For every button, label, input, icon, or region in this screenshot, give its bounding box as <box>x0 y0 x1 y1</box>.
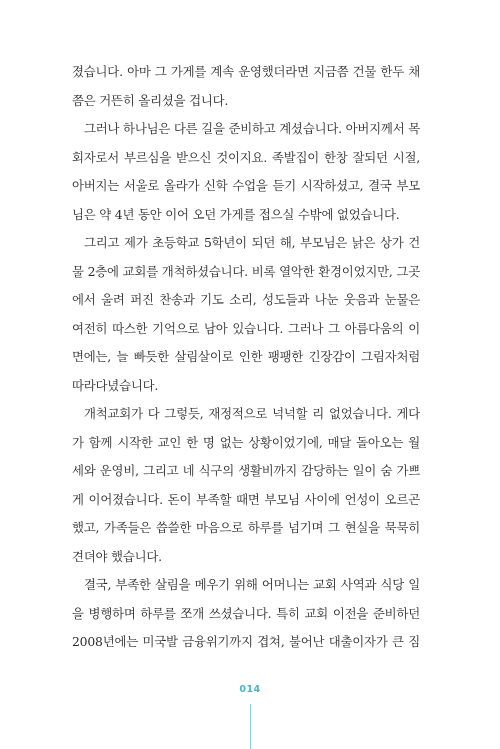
text-line: 따라다녔습니다. <box>72 377 159 393</box>
text-line: 그러나 하나님은 다른 길을 준비하고 계셨습니다. 아버지께서 목 <box>84 121 420 136</box>
page-divider-line <box>250 704 251 749</box>
text-line: 쯤은 거뜬히 올리셨을 겁니다. <box>72 92 229 108</box>
paragraph <box>72 115 420 229</box>
text-line: 했고, 가족들은 씁쓸한 마음으로 하루를 넘기며 그 현실을 묵묵히 <box>72 520 420 535</box>
text-line: 회자로서 부르심을 받으신 것이지요. 족발집이 한창 잘되던 시절, <box>72 149 420 165</box>
text-line: 개척교회가 다 그렇듯, 재정적으로 넉넉할 리 없었습니다. 게다 <box>84 406 420 421</box>
text-line: 결국, 부족한 살림을 메우기 위해 어머니는 교회 사역과 식당 일 <box>84 577 420 592</box>
text-line: 견뎌야 했습니다. <box>72 548 162 564</box>
text-line: 게 이어졌습니다. 돈이 부족할 때면 부모님 사이에 언성이 오르곤 <box>72 491 420 507</box>
text-line: 에서 울려 퍼진 찬송과 기도 소리, 성도들과 나눈 웃음과 눈물은 <box>72 292 420 307</box>
page-number: 014 <box>239 684 261 695</box>
text-line: 아버지는 서울로 올라가 신학 수업을 듣기 시작하셨고, 결국 부모 <box>72 178 420 193</box>
paragraph <box>72 400 420 571</box>
text-line: 면에는, 늘 빠듯한 살림살이로 인한 팽팽한 긴장감이 그림자처럼 <box>72 349 420 364</box>
text-line: 세와 운영비, 그리고 네 식구의 생활비까지 감당하는 일이 숨 가쁘 <box>72 463 420 478</box>
paragraph <box>72 229 420 400</box>
page-body <box>72 58 420 657</box>
text-line: 님은 약 4년 동안 이어 오던 가게를 접으실 수밖에 없었습니다. <box>72 206 400 222</box>
text-line: 2008년에는 미국발 금융위기까지 겹쳐, 불어난 대출이자가 큰 짐 <box>72 634 420 649</box>
text-line: 물 2층에 교회를 개척하셨습니다. 비록 열악한 환경이었지만, 그곳 <box>72 263 420 279</box>
text-line: 졌습니다. 아마 그 가게를 계속 운영했더라면 지금쯤 건물 한두 채 <box>72 64 420 79</box>
text-line: 그리고 제가 초등학교 5학년이 되던 해, 부모님은 낡은 상가 건 <box>84 235 420 250</box>
paragraph <box>72 571 420 657</box>
text-line: 을 병행하며 하루를 쪼개 쓰셨습니다. 특히 교회 이전을 준비하던 <box>72 605 420 621</box>
text-line: 여전히 따스한 기억으로 남아 있습니다. 그러나 그 아름다움의 이 <box>72 320 420 336</box>
text-line: 가 함께 시작한 교인 한 명 없는 상황이었기에, 매달 돌아오는 월 <box>72 434 420 450</box>
paragraph <box>72 58 420 115</box>
